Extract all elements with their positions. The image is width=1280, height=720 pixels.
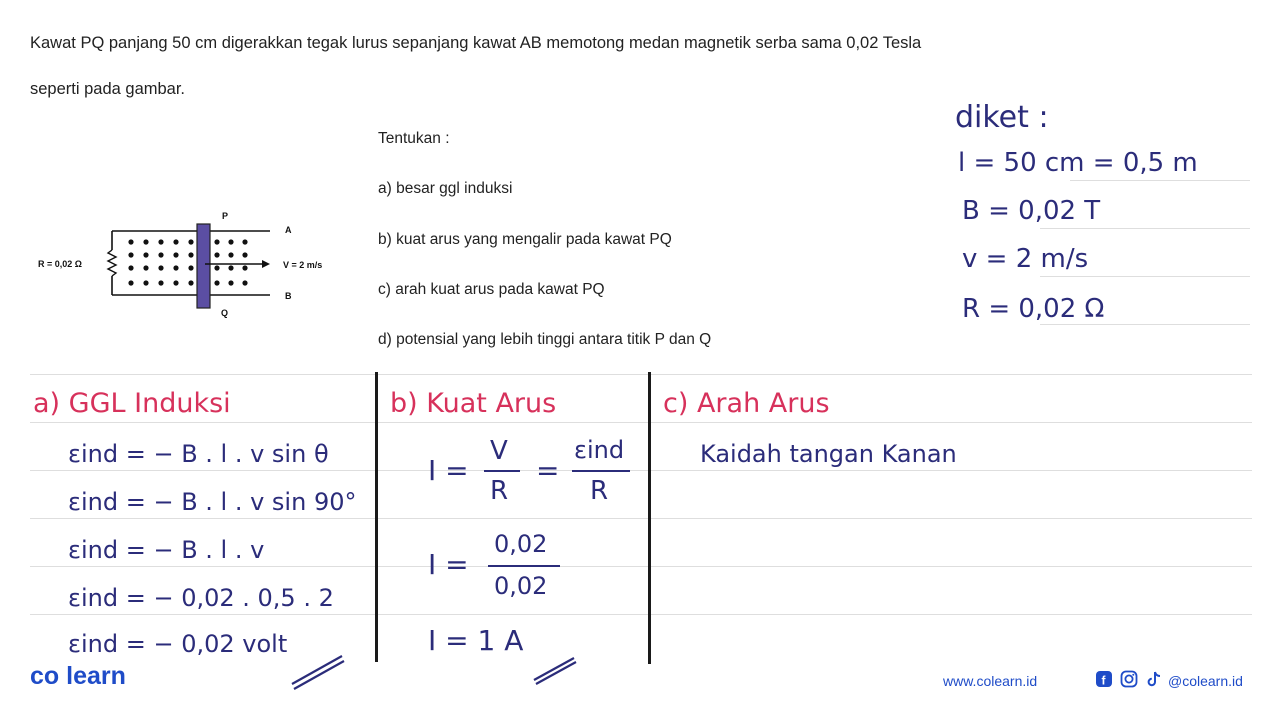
section-c-line-1: Kaidah tangan Kanan	[700, 440, 957, 468]
worksheet-rule	[30, 422, 1252, 423]
section-b-eq1-den1: R	[490, 476, 509, 506]
tiktok-icon[interactable]	[1145, 670, 1163, 688]
answer-mark-a	[288, 650, 348, 690]
colearn-logo: co learn	[30, 662, 126, 690]
diket-rule-1	[1070, 180, 1250, 181]
worksheet-rule	[30, 614, 1252, 615]
label-a: A	[285, 225, 292, 235]
column-divider-1	[375, 372, 378, 662]
section-c-title: c) Arah Arus	[663, 388, 830, 419]
resistor-label: R = 0,02 Ω	[38, 259, 82, 269]
section-b-eq1-den2: R	[590, 476, 609, 506]
fraction-bar	[484, 470, 520, 472]
problem-text-line-1: Kawat PQ panjang 50 cm digerakkan tegak lurus sepanjang kawat AB memotong medan magnetik serba sama 0,02 Tesla	[30, 34, 922, 52]
magnetic-field-dots	[128, 239, 247, 285]
rod-pq	[197, 224, 210, 308]
velocity-arrowhead	[262, 260, 270, 268]
diket-velocity: v = 2 m/s	[962, 244, 1089, 274]
section-b-eq2-num: 0,02	[494, 530, 548, 558]
task-item-c: c) arah kuat arus pada kawat PQ	[378, 281, 605, 298]
section-b-eq1-num1: V	[490, 436, 508, 466]
section-b-eq3: I = 1 A	[428, 624, 524, 657]
diket-rule-4	[1040, 324, 1250, 325]
label-q: Q	[221, 308, 229, 318]
task-item-b: b) kuat arus yang mengalir pada kawat PQ	[378, 231, 672, 248]
footer-url[interactable]: www.colearn.id	[943, 673, 1038, 689]
section-b-eq1-eq: =	[536, 454, 560, 487]
section-a-title: a) GGL Induksi	[33, 388, 231, 419]
section-b-eq1-lhs: I =	[428, 454, 469, 487]
section-a-line-1: εind = − B . l . v sin θ	[68, 440, 329, 468]
problem-text-line-2: seperti pada gambar.	[30, 80, 186, 98]
diket-rule-3	[1040, 276, 1250, 277]
column-divider-2	[648, 372, 651, 664]
section-a-line-2: εind = − B . l . v sin 90°	[68, 488, 357, 516]
answer-mark-b	[530, 652, 580, 686]
worksheet-rule	[30, 470, 1252, 471]
svg-text:f: f	[1101, 673, 1106, 688]
diket-length: l = 50 cm = 0,5 m	[958, 148, 1198, 178]
resistor-symbol	[108, 250, 116, 276]
section-a-line-3: εind = − B . l . v	[68, 536, 265, 564]
diket-rule-2	[1040, 228, 1250, 229]
fraction-bar	[572, 470, 630, 472]
velocity-label: V = 2 m/s	[283, 260, 323, 270]
label-p: P	[222, 211, 229, 221]
worksheet-rule	[30, 374, 1252, 375]
section-a-line-4: εind = − 0,02 . 0,5 . 2	[68, 584, 334, 612]
section-b-eq1-num2: εind	[574, 436, 625, 464]
task-item-d: d) potensial yang lebih tinggi antara titik P dan Q	[378, 331, 712, 348]
label-b: B	[285, 291, 292, 301]
circuit-diagram	[30, 205, 360, 325]
tasks-heading: Tentukan :	[378, 130, 450, 147]
worksheet-rule	[30, 566, 1252, 567]
section-a-line-5: εind = − 0,02 volt	[68, 630, 288, 658]
worksheet-rule	[30, 518, 1252, 519]
task-item-a: a) besar ggl induksi	[378, 180, 513, 197]
instagram-icon[interactable]	[1120, 670, 1138, 688]
diket-field: B = 0,02 T	[962, 196, 1101, 226]
section-b-eq2-den: 0,02	[494, 572, 548, 600]
diket-title: diket :	[955, 100, 1049, 135]
diket-resistance: R = 0,02 Ω	[962, 294, 1105, 324]
footer-social-handle[interactable]: @colearn.id	[1168, 673, 1243, 689]
section-b-title: b) Kuat Arus	[390, 388, 557, 419]
fraction-bar	[488, 565, 560, 567]
facebook-icon[interactable]	[1095, 670, 1113, 688]
section-b-eq2-lhs: I =	[428, 548, 469, 581]
